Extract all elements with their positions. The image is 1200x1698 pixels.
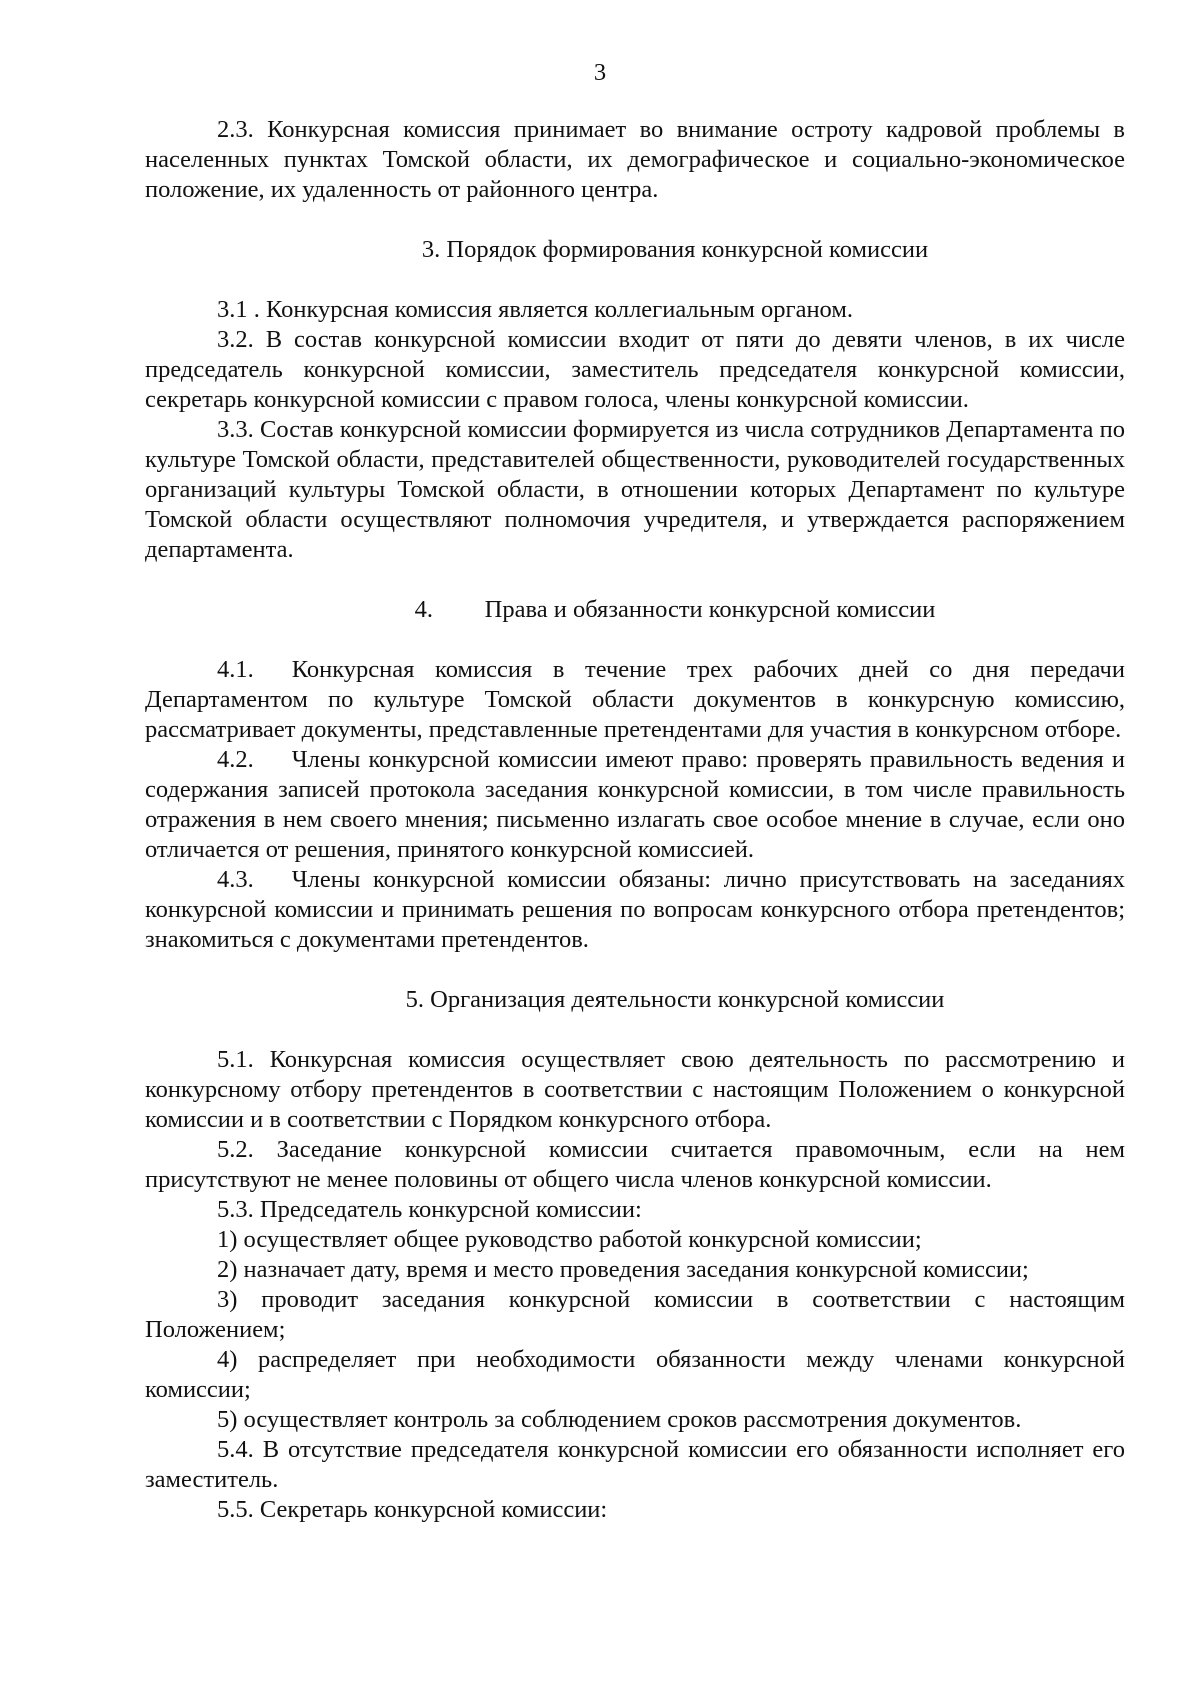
paragraph-4-2-number: 4.2. [217,746,254,773]
list-item-5-3-5: 5) осуществляет контроль за соблюдением сроков рассмотрения документов. [217,1406,1022,1433]
paragraph-4-2-text: Члены конкурсной комиссии имеют право: проверять правильность ведения и содержания записей протокола заседания конкурсной комиссии, в том числе правильность отражения в нем своего мнения; письменно излагать свое особое мнение в случае, если оно отличается от решения, принятого конкурсной комиссией. [145,746,1125,863]
section-heading-5: 5. Организация деятельности конкурсной комиссии [405,986,945,1013]
paragraph-3-1: 3.1 . Конкурсная комиссия является коллегиальным органом. [217,296,853,323]
page-number: 3 [593,59,607,86]
paragraph-5-3: 5.3. Председатель конкурсной комиссии: [217,1196,642,1223]
section-heading-4-text: Права и обязанности конкурсной комиссии [484,596,936,623]
paragraph-5-4: 5.4. В отсутствие председателя конкурсной комиссии его обязанности исполняет его заместитель. [145,1436,1125,1493]
section-heading-4-number: 4. [414,596,434,623]
list-item-5-3-3: 3) проводит заседания конкурсной комиссии в соответствии с настоящим Положением; [145,1286,1125,1343]
paragraph-4-1 [145,655,1125,745]
paragraph-5-5: 5.5. Секретарь конкурсной комиссии: [217,1496,608,1523]
paragraph-4-1-number: 4.1. [217,656,254,683]
paragraph-4-2 [145,745,1125,865]
list-item-5-3-4: 4) распределяет при необходимости обязанности между членами конкурсной комиссии; [145,1346,1125,1403]
paragraph-3-2: 3.2. В состав конкурсной комиссии входит от пяти до девяти членов, в их числе председатель конкурсной комиссии, заместитель председателя конкурсной комиссии, секретарь конкурсной комиссии с правом голоса, члены конкурсной комиссии. [145,326,1125,413]
paragraph-4-3-number: 4.3. [217,866,254,893]
document-body [145,115,1125,1525]
list-item-5-3-1: 1) осуществляет общее руководство работой конкурсной комиссии; [217,1226,922,1253]
paragraph-4-3 [145,865,1125,955]
paragraph-4-3-text: Члены конкурсной комиссии обязаны: лично присутствовать на заседаниях конкурсной комиссии и принимать решения по вопросам конкурсного отбора претендентов; знакомиться с документами претендентов. [145,866,1125,953]
paragraph-5-1: 5.1. Конкурсная комиссия осуществляет свою деятельность по рассмотрению и конкурсному отбору претендентов в соответствии с настоящим Положением о конкурсной комиссии и в соответствии с Порядком конкурсного отбора. [145,1046,1125,1133]
section-heading-3: 3. Порядок формирования конкурсной комиссии [421,236,929,263]
paragraph-3-3: 3.3. Состав конкурсной комиссии формируется из числа сотрудников Департамента по культуре Томской области, представителей общественности, руководителей государственных организаций культуры Томской области, в отношении которых Департамент по культуре Томской области осуществляют полномочия учредителя, и утверждается распоряжением департамента. [145,416,1125,563]
list-item-5-3-2: 2) назначает дату, время и место проведения заседания конкурсной комиссии; [217,1256,1029,1283]
paragraph-4-1-text: Конкурсная комиссия в течение трех рабочих дней со дня передачи Департаментом по культуре Томской области документов в конкурсную комиссию, рассматривает документы, представленные претендентами для участия в конкурсном отборе. [145,656,1125,743]
paragraph-5-2: 5.2. Заседание конкурсной комиссии считается правомочным, если на нем присутствуют не менее половины от общего числа членов конкурсной комиссии. [145,1136,1125,1193]
section-heading-4 [145,595,1125,625]
paragraph-2-3: 2.3. Конкурсная комиссия принимает во внимание остроту кадровой проблемы в населенных пунктах Томской области, их демографическое и социально-экономическое положение, их удаленность от районного центра. [145,116,1125,203]
